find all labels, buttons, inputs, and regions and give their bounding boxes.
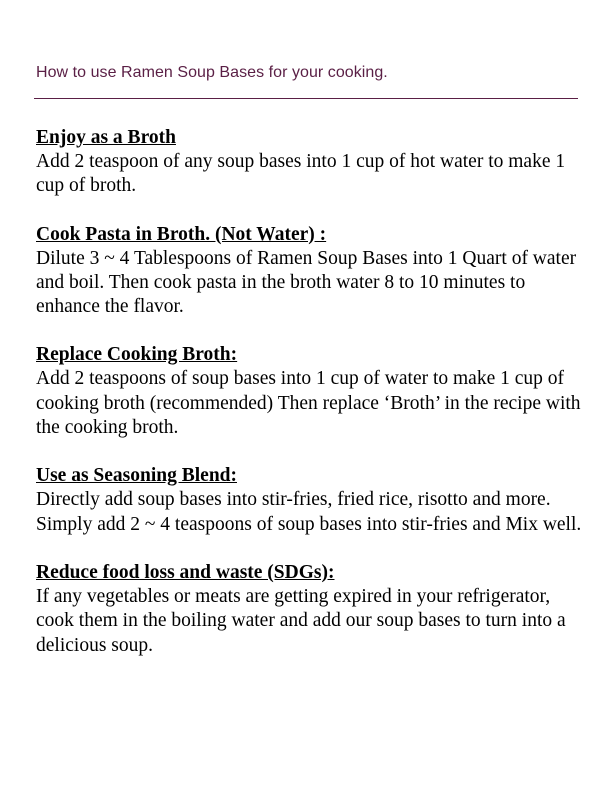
section-heading: Reduce food loss and waste (SDGs): (36, 561, 335, 583)
section-heading: Replace Cooking Broth: (36, 344, 238, 366)
section-cook-pasta-in-broth (36, 223, 584, 320)
section-heading: Cook Pasta in Broth. (Not Water) : (36, 223, 327, 245)
section-heading: Use as Seasoning Blend: (36, 465, 237, 487)
section-paragraph: Add 2 teaspoons of soup bases into 1 cup of water to make 1 cup of cooking broth (recommended) Then replace ‘Broth’ in the recipe with the cooking broth. (36, 368, 581, 439)
section-paragraph: Directly add soup bases into stir-fries, fried rice, risotto and more. (36, 489, 551, 511)
title-divider (34, 98, 578, 99)
section-heading: Enjoy as a Broth (36, 127, 176, 148)
section-paragraph: Simply add 2 ~ 4 teaspoons of soup bases into stir-fries and Mix well. (36, 513, 582, 535)
section-use-as-seasoning-blend (36, 464, 584, 537)
section-paragraph: Add 2 teaspoon of any soup bases into 1 cup of hot water to make 1 cup of broth. (36, 151, 566, 197)
section-reduce-food-loss (36, 561, 584, 658)
section-replace-cooking-broth (36, 343, 584, 440)
document-title: How to use Ramen Soup Bases for your cooking. (36, 64, 388, 81)
document-body (36, 126, 584, 682)
section-paragraph: Dilute 3 ~ 4 Tablespoons of Ramen Soup Bases into 1 Quart of water and boil. Then cook pasta in the broth water 8 to 10 minutes to enhance the flavor. (36, 247, 577, 318)
section-paragraph: If any vegetables or meats are getting expired in your refrigerator, cook them in the boiling water and add our soup bases to turn into a delicious soup. (36, 585, 566, 656)
section-enjoy-as-broth (36, 126, 584, 199)
